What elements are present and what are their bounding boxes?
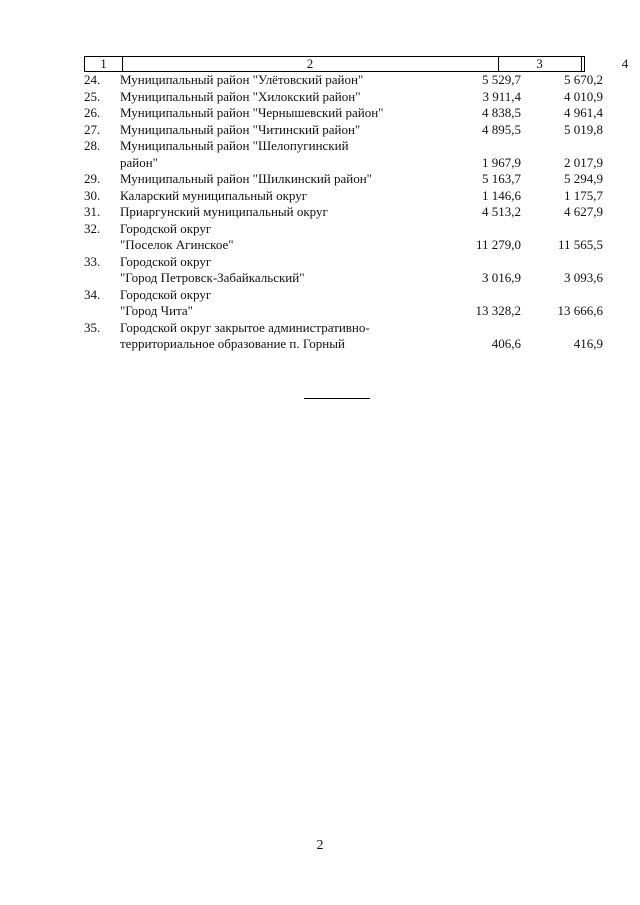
row-name: Каларский муниципальный округ <box>120 187 308 203</box>
table-row <box>84 121 603 139</box>
header-col-4: 4 <box>621 56 629 71</box>
row-value-col4: 1 175,7 <box>564 187 603 203</box>
table-row <box>84 220 603 254</box>
row-number: 31. <box>84 204 101 219</box>
row-value-col3: 11 279,0 <box>475 237 521 252</box>
row-value-col3: 3 911,4 <box>482 88 521 104</box>
row-value-col4: 5 019,8 <box>564 121 603 137</box>
row-value-col3: 4 513,2 <box>482 204 521 219</box>
row-value-col4: 11 565,5 <box>557 237 603 252</box>
row-number: 28. <box>84 138 101 153</box>
table-row <box>84 105 603 122</box>
row-value-col3: 3 016,9 <box>482 270 521 285</box>
table-row <box>84 171 603 188</box>
row-value-col4: 4 627,9 <box>564 204 603 219</box>
row-value-col4: 3 093,6 <box>564 270 603 285</box>
row-name: Городской округ "Город Чита" <box>120 286 212 318</box>
table-row <box>84 319 603 353</box>
table-header-row <box>84 56 629 72</box>
table-body <box>84 72 603 353</box>
table-row <box>84 253 603 287</box>
row-name: Муниципальный район "Хилокский район" <box>120 88 361 104</box>
row-name: Муниципальный район "Улётовский район" <box>120 72 364 87</box>
table-row <box>84 72 603 89</box>
row-value-col3: 5 163,7 <box>482 171 521 186</box>
row-value-col4: 5 670,2 <box>564 72 603 87</box>
table-row <box>84 88 603 106</box>
row-number: 32. <box>84 220 101 236</box>
row-value-col3: 1 967,9 <box>482 154 521 170</box>
end-of-table-divider <box>304 398 370 399</box>
row-number: 30. <box>84 187 101 203</box>
row-name: Муниципальный район "Шелопугинский район" <box>120 138 349 170</box>
header-col-1: 1 <box>85 57 123 71</box>
row-name: Приаргунский муниципальный округ <box>120 204 328 219</box>
row-value-col4: 4 961,4 <box>564 105 603 120</box>
row-value-col4: 4 010,9 <box>564 88 603 104</box>
row-value-col3: 13 328,2 <box>475 303 521 318</box>
row-name: Городской округ "Поселок Агинское" <box>120 220 234 252</box>
row-number: 35. <box>84 319 101 335</box>
row-value-col3: 1 146,6 <box>482 187 521 203</box>
row-value-col3: 4 895,5 <box>482 121 521 137</box>
row-name: Муниципальный район "Шилкинский район" <box>120 171 372 186</box>
table-row <box>84 204 603 221</box>
row-number: 25. <box>84 88 101 104</box>
row-name: Муниципальный район "Чернышевский район" <box>120 105 384 120</box>
row-number: 29. <box>84 171 101 186</box>
table-row <box>84 286 603 320</box>
row-value-col3: 4 838,5 <box>482 105 521 120</box>
row-value-col4: 5 294,9 <box>564 171 603 186</box>
row-value-col4: 416,9 <box>573 336 603 351</box>
row-value-col3: 406,6 <box>491 336 521 351</box>
table-row <box>84 187 603 205</box>
row-value-col3: 5 529,7 <box>482 72 521 87</box>
row-value-col4: 2 017,9 <box>564 154 603 170</box>
page-number: 2 <box>316 838 324 853</box>
row-number: 24. <box>84 72 101 87</box>
row-number: 33. <box>84 253 101 269</box>
row-value-col4: 13 666,6 <box>557 303 603 318</box>
row-number: 27. <box>84 121 101 137</box>
row-name: Городской округ закрытое административно- территориальное образование п. Горный <box>120 319 370 351</box>
row-number: 34. <box>84 286 101 302</box>
header-col-2: 2 <box>122 57 499 71</box>
header-col-3: 3 <box>498 57 582 71</box>
row-name: Муниципальный район "Читинский район" <box>120 121 361 137</box>
table-row <box>84 138 603 171</box>
allocation-table <box>84 56 629 353</box>
row-number: 26. <box>84 105 101 120</box>
row-name: Городской округ "Город Петровск-Забайкальский" <box>120 253 305 285</box>
